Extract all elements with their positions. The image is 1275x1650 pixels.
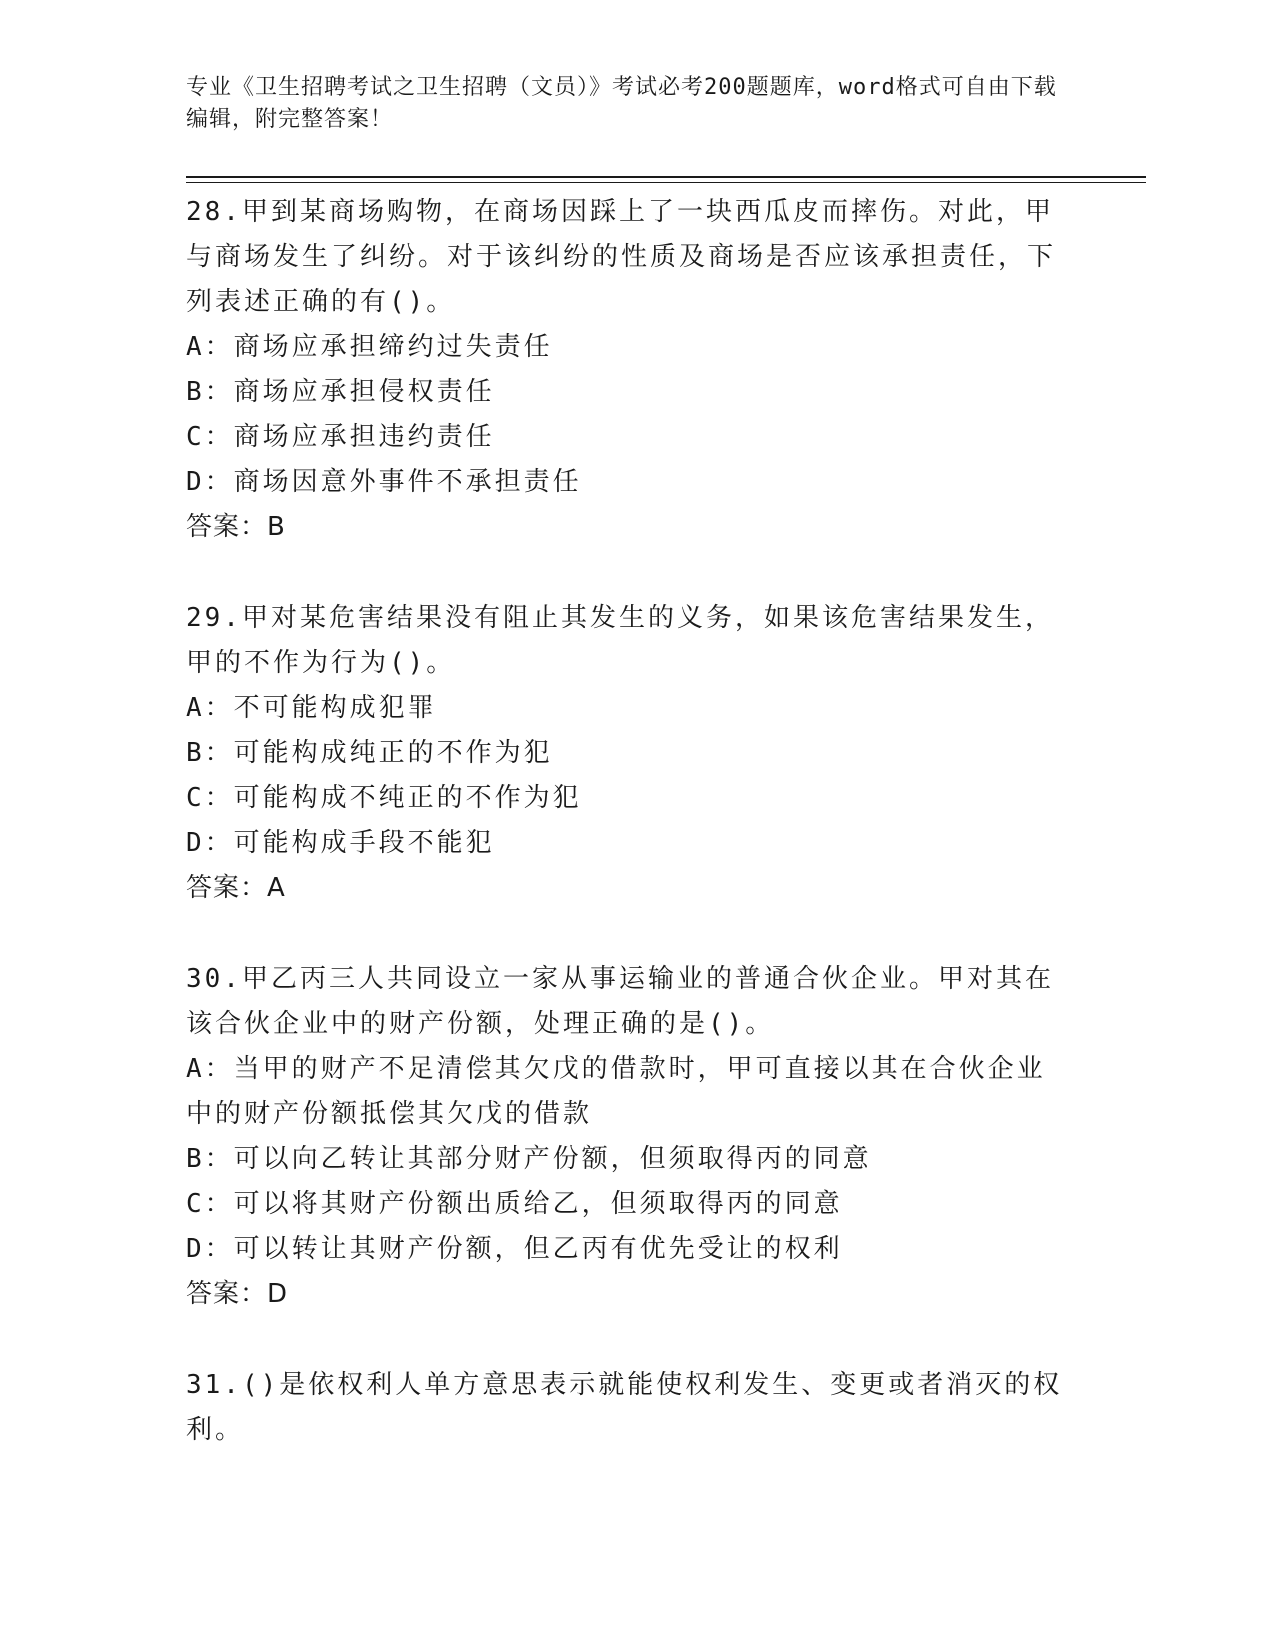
answer-line: 答案：B: [186, 512, 286, 542]
question-stem: 31.()是依权利人单方意思表示就能使权利发生、变更或者消灭的权利。: [186, 1370, 1063, 1445]
option-b: B：可能构成纯正的不作为犯: [186, 738, 553, 768]
question-stem: 29.甲对某危害结果没有阻止其发生的义务，如果该危害结果发生，甲的不作为行为()。: [186, 603, 1054, 678]
option-d: D：可能构成手段不能犯: [186, 828, 495, 858]
page-header: 专业《卫生招聘考试之卫生招聘（文员）》考试必考200题题库，word格式可自由下载编辑，附完整答案！: [186, 75, 1057, 132]
answer-line: 答案：D: [186, 1279, 289, 1309]
option-d: D：可以转让其财产份额，但乙丙有优先受让的权利: [186, 1234, 843, 1264]
option-c: C：可能构成不纯正的不作为犯: [186, 783, 582, 813]
question-30: [186, 957, 1066, 1317]
header-rule-thin: [186, 182, 1146, 183]
option-a: A：当甲的财产不足清偿其欠戊的借款时，甲可直接以其在合伙企业中的财产份额抵偿其欠戊的借款: [186, 1054, 1046, 1129]
option-a: A：不可能构成犯罪: [186, 693, 437, 723]
question-29: [186, 596, 1066, 911]
header-rule-thick: [186, 176, 1146, 178]
question-list: [186, 190, 1066, 1499]
option-c: C：可以将其财产份额出质给乙，但须取得丙的同意: [186, 1189, 843, 1219]
question-stem: 30.甲乙丙三人共同设立一家从事运输业的普通合伙企业。甲对其在该合伙企业中的财产份额，处理正确的是()。: [186, 964, 1054, 1039]
question-28: [186, 190, 1066, 550]
question-stem: 28.甲到某商场购物，在商场因踩上了一块西瓜皮而摔伤。对此，甲与商场发生了纠纷。对于该纠纷的性质及商场是否应该承担责任，下列表述正确的有()。: [186, 197, 1057, 317]
option-a: A：商场应承担缔约过失责任: [186, 332, 553, 362]
option-b: B：可以向乙转让其部分财产份额，但须取得丙的同意: [186, 1144, 872, 1174]
option-b: B：商场应承担侵权责任: [186, 377, 495, 407]
option-d: D：商场因意外事件不承担责任: [186, 467, 582, 497]
question-31: [186, 1363, 1066, 1453]
option-c: C：商场应承担违约责任: [186, 422, 495, 452]
answer-line: 答案：A: [186, 873, 286, 903]
